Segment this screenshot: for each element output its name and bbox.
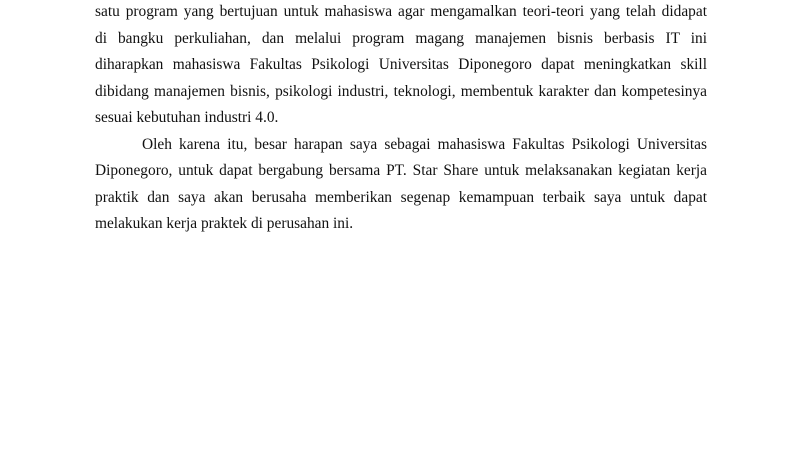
text-line: Diponegoro, untuk dapat bergabung bersama PT. Star Share untuk melaksanakan kegiatan kerja	[95, 162, 707, 179]
text-line: diharapkan mahasiswa Fakultas Psikologi Universitas Diponegoro dapat meningkatkan skill	[95, 56, 707, 73]
text-line: Oleh karena itu, besar harapan saya sebagai mahasiswa Fakultas Psikologi Universitas	[142, 135, 707, 153]
text-line: sesuai kebutuhan industri 4.0.	[95, 109, 279, 126]
paragraph-program-magang	[95, 0, 707, 132]
document-body	[95, 0, 707, 238]
text-line: praktik dan saya akan berusaha memberikan segenap kemampuan terbaik saya untuk dapat	[95, 188, 707, 206]
text-line: melakukan kerja praktek di perusahan ini.	[95, 215, 354, 232]
text-line: dibidang manajemen bisnis, psikologi industri, teknologi, membentuk karakter dan kompetesinya	[95, 82, 707, 100]
text-line: satu program yang bertujuan untuk mahasiswa agar mengamalkan teori-teori yang telah didapat	[95, 3, 707, 20]
text-line: di bangku perkuliahan, dan melalui program magang manajemen bisnis berbasis IT ini	[95, 29, 707, 47]
paragraph-harapan	[95, 132, 707, 238]
